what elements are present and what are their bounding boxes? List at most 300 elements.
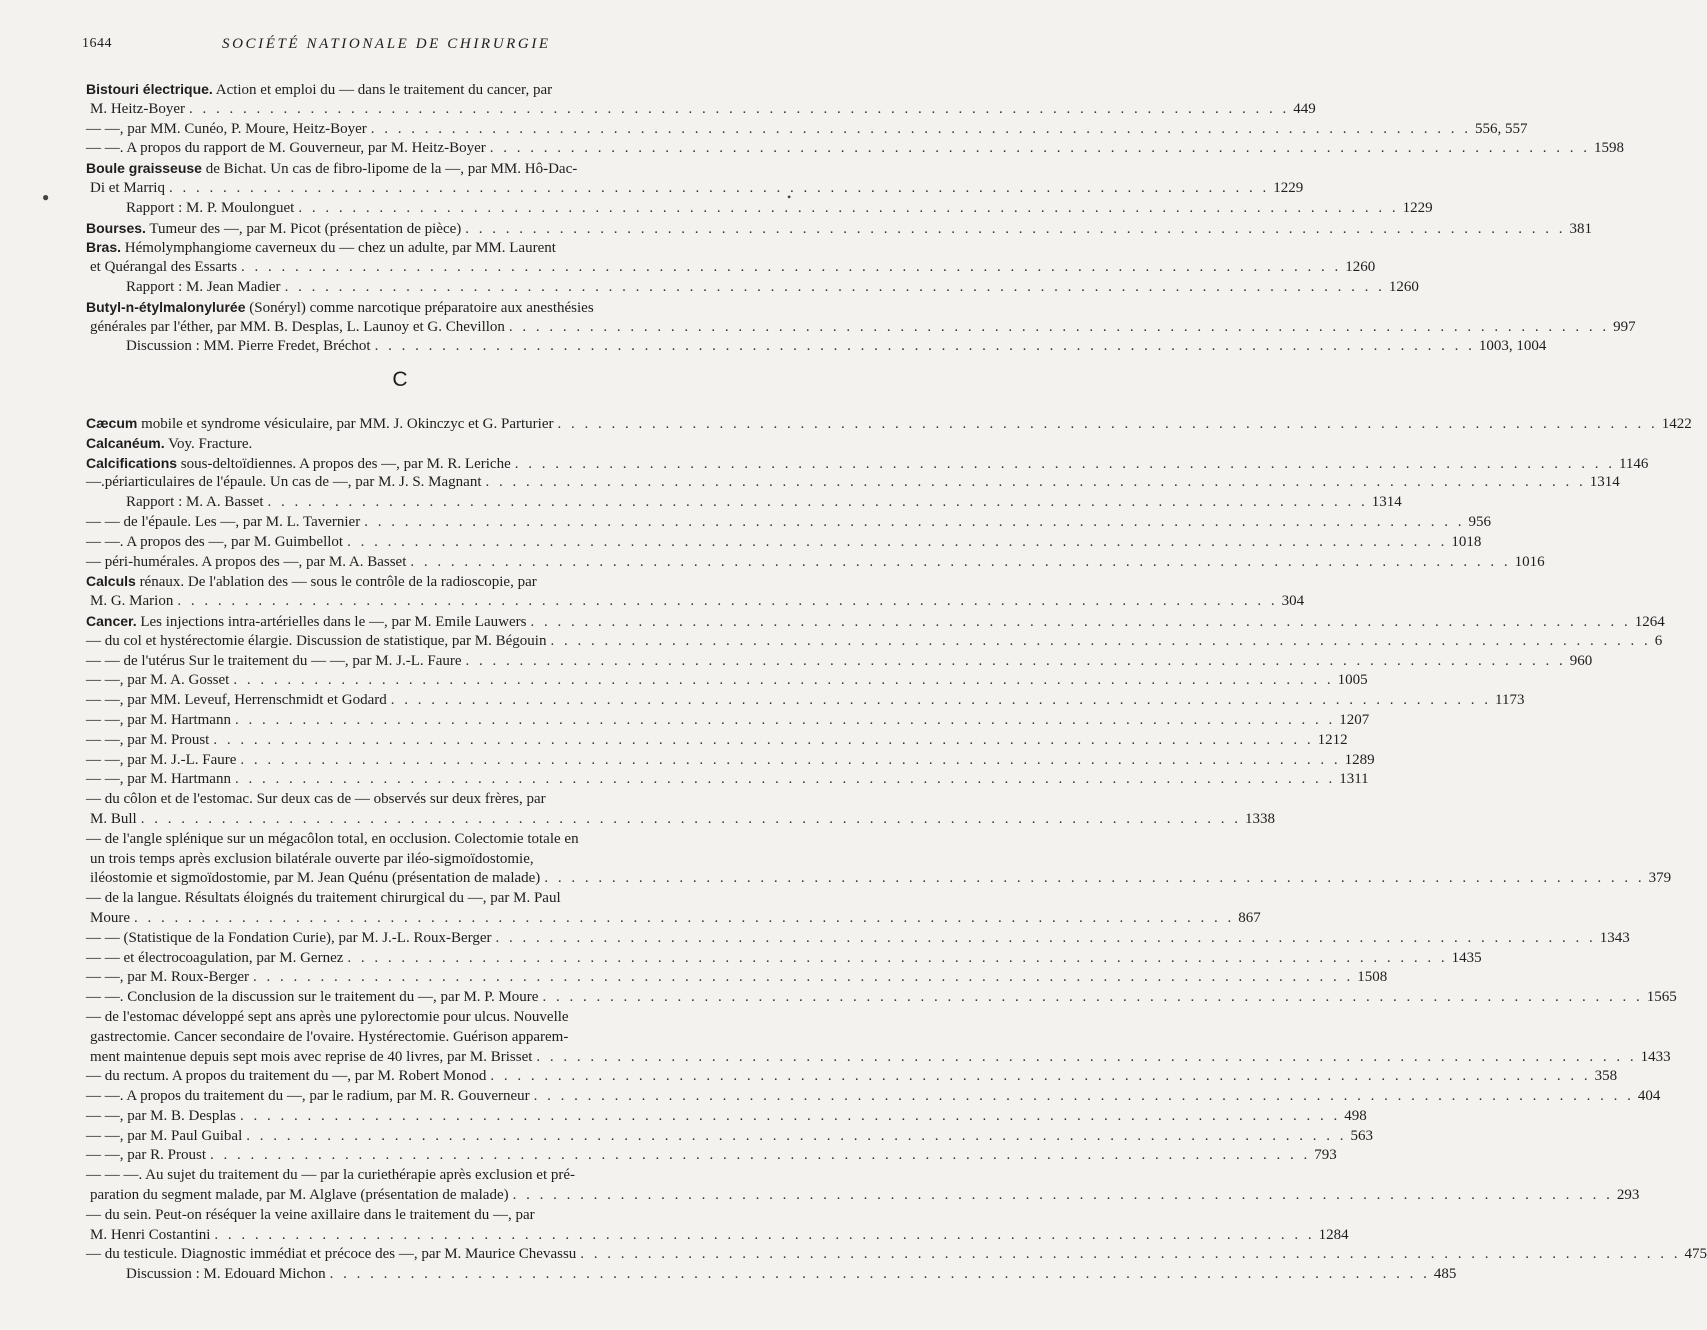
page-reference: 304 <box>1281 593 1305 610</box>
entry-line <box>86 139 1624 159</box>
entry-body: Rapport : M. P. Moulonguet <box>126 199 295 216</box>
page-reference: 867 <box>1238 909 1261 926</box>
entry-line <box>86 810 1275 830</box>
page-reference: 1314 <box>1589 474 1620 491</box>
entry-keyword: Bras. <box>86 239 122 256</box>
entry-body: — du sein. Peut-on réséquer la veine axillaire dans le traitement du —, par <box>86 1206 535 1223</box>
entry-text <box>86 139 486 159</box>
dot-leader <box>360 513 1468 533</box>
entry-text <box>126 493 264 513</box>
entry-text <box>90 850 534 870</box>
index-entry <box>86 533 1482 553</box>
entry-body: — —, par MM. Leveuf, Herrenschmidt et Godard <box>86 692 387 709</box>
index-entry <box>86 1146 1337 1166</box>
entry-line <box>86 219 1593 239</box>
entry-body: iléostomie et sigmoïdostomie, par M. Jean Quénu (présentation de malade) <box>90 870 541 887</box>
entry-body: — — de l'utérus Sur le traitement du — —, par M. J.-L. Faure <box>86 652 462 669</box>
entry-text <box>86 434 252 455</box>
entry-text <box>90 1048 532 1068</box>
page-reference: 379 <box>1648 870 1672 887</box>
entry-text <box>86 513 360 533</box>
index-entry <box>86 1067 1618 1087</box>
dot-leader <box>130 909 1238 929</box>
entry-body: Rapport : M. Jean Madier <box>126 278 281 295</box>
entry-body: de Bichat. Un cas de fibro-lipome de la —, par MM. Hô-Dac- <box>201 161 578 178</box>
entry-text <box>86 454 511 475</box>
entry-body: gastrectomie. Cancer secondaire de l'ovaire. Hystérectomie. Guérison apparem- <box>90 1028 569 1045</box>
entry-text <box>86 731 209 751</box>
entry-line <box>86 1048 1671 1068</box>
dot-leader <box>526 613 1634 633</box>
entry-text <box>86 1206 535 1226</box>
index-entry <box>86 711 1370 731</box>
entry-text <box>86 219 461 240</box>
dot-leader <box>229 671 1337 691</box>
entry-body: ment maintenue depuis sept mois avec reprise de 40 livres, par M. Brisset <box>90 1048 533 1065</box>
entry-text <box>86 691 387 711</box>
index-entry <box>86 572 1305 612</box>
index-entry <box>86 80 1316 120</box>
dot-leader <box>540 869 1648 889</box>
entry-line <box>86 473 1620 493</box>
entry-body: — du rectum. A propos du traitement du —, par M. Robert Monod <box>86 1068 487 1085</box>
entry-text <box>86 1127 242 1147</box>
page-reference: 1260 <box>1345 259 1376 276</box>
entry-line <box>86 790 752 810</box>
page-reference: 793 <box>1314 1147 1337 1164</box>
entry-body: — —, par M. Paul Guibal <box>86 1127 243 1144</box>
section-c-entries <box>86 414 1707 1285</box>
entry-line <box>86 652 1593 672</box>
entry-keyword: Butyl-n-étylmalonylurée <box>86 298 246 315</box>
entry-text <box>90 1028 568 1048</box>
entry-keyword: Calcifications <box>86 454 178 471</box>
page-reference: 1435 <box>1451 949 1482 966</box>
page-reference: 1264 <box>1634 613 1665 630</box>
dot-leader <box>210 1226 1318 1246</box>
entry-line <box>86 1127 1373 1147</box>
index-entry <box>86 1107 1367 1127</box>
entry-keyword: Bourses. <box>86 219 146 236</box>
dot-leader <box>511 455 1619 475</box>
entry-body: — de l'estomac développé sept ans après une pylorectomie pour ulcus. Nouvelle <box>86 1008 569 1025</box>
entry-text <box>90 1226 210 1246</box>
page-reference: 381 <box>1569 220 1593 237</box>
page-header <box>82 36 748 56</box>
entry-body: — du col et hystérectomie élargie. Discussion de statistique, par M. Bégouin <box>86 632 547 649</box>
entry-text <box>90 1186 509 1206</box>
margin-dot-icon: • <box>787 190 792 204</box>
page-reference: 358 <box>1594 1068 1618 1085</box>
dot-leader <box>462 652 1570 672</box>
page-reference: 1338 <box>1244 810 1275 827</box>
entry-line <box>86 1166 752 1186</box>
entry-text <box>86 751 236 771</box>
dot-leader <box>538 988 1646 1008</box>
page-reference: 293 <box>1616 1187 1640 1204</box>
entry-text <box>86 533 343 553</box>
entry-text <box>86 238 556 259</box>
entry-line <box>86 278 1419 298</box>
entry-line <box>86 318 1636 338</box>
entry-line <box>86 493 1402 513</box>
entry-text <box>90 258 237 278</box>
index-entry <box>86 671 1368 691</box>
entry-text <box>90 909 130 929</box>
entry-keyword: Bistouri électrique. <box>86 81 213 97</box>
dot-leader <box>294 199 1402 219</box>
entry-line <box>86 1226 1349 1246</box>
index-entry <box>86 1127 1373 1147</box>
entry-line <box>86 1008 752 1028</box>
index-entry <box>86 889 1261 929</box>
margin-bullet-icon: ● <box>42 190 50 204</box>
entry-text <box>126 1265 326 1285</box>
index-entry <box>86 1166 1640 1206</box>
entry-body: — du côlon et de l'estomac. Sur deux cas de — observés sur deux frères, par <box>86 791 546 808</box>
index-entry <box>86 513 1491 533</box>
index-entry <box>86 473 1620 513</box>
entry-line <box>86 1146 1337 1166</box>
index-entry <box>86 454 1649 474</box>
dot-leader <box>532 1048 1640 1068</box>
dot-leader <box>530 1087 1638 1107</box>
dot-leader <box>576 1245 1684 1265</box>
dot-leader <box>264 493 1372 513</box>
dot-leader <box>242 1127 1350 1147</box>
entry-body: — —, par M. J.-L. Faure <box>86 751 237 768</box>
dot-leader <box>236 1107 1344 1127</box>
index-entry <box>86 968 1388 988</box>
entry-line <box>86 770 1369 790</box>
entry-body: — du testicule. Diagnostic immédiat et précoce des —, par M. Maurice Chevassu <box>86 1246 577 1263</box>
page-reference: 1018 <box>1451 533 1482 550</box>
page-reference: 1016 <box>1514 553 1545 570</box>
index-entry <box>86 830 1672 889</box>
entry-body: — de la langue. Résultats éloignés du traitement chirurgical du —, par M. Paul <box>86 890 561 907</box>
entry-body: — —, par M. Hartmann <box>86 771 231 788</box>
page-reference: 1311 <box>1339 771 1369 788</box>
dot-leader <box>281 278 1389 298</box>
entry-line <box>86 414 1692 434</box>
entry-text <box>90 318 505 338</box>
dot-leader <box>206 1146 1314 1166</box>
entry-line <box>86 968 1388 988</box>
entry-body: — —. A propos des —, par M. Guimbellot <box>86 533 344 550</box>
entry-keyword: Calcanéum. <box>86 434 165 451</box>
page-reference: 1565 <box>1646 989 1677 1006</box>
entry-line <box>86 1107 1367 1127</box>
entry-text <box>126 199 294 219</box>
entry-line <box>86 159 752 179</box>
entry-keyword: Cæcum <box>86 415 138 431</box>
entry-body: — — —. Au sujet du traitement du — par la curiethérapie après exclusion et pré- <box>86 1167 576 1184</box>
entry-line <box>86 298 752 318</box>
index-entry <box>86 790 1275 830</box>
dot-leader <box>554 415 1662 435</box>
entry-line <box>86 751 1375 771</box>
page-reference: 449 <box>1293 100 1316 117</box>
entry-text <box>86 414 554 435</box>
entry-line <box>86 1087 1661 1107</box>
running-title: SOCIÉTÉ NATIONALE DE CHIRURGIE <box>222 36 551 52</box>
entry-body: — péri-humérales. A propos des —, par M. A. Basset <box>86 553 407 570</box>
page-reference: 1229 <box>1402 199 1433 216</box>
entry-body: — —. Conclusion de la discussion sur le traitement du —, par M. P. Moure <box>86 989 539 1006</box>
page-reference: 960 <box>1569 652 1593 669</box>
dot-leader <box>236 751 1344 771</box>
entry-body: M. Bull <box>90 810 137 827</box>
entry-text <box>86 553 406 573</box>
entry-line <box>86 1245 1707 1265</box>
index-entry <box>86 1245 1707 1285</box>
entry-keyword: Calculs <box>86 573 136 590</box>
entry-body: paration du segment malade, par M. Alglave (présentation de malade) <box>90 1187 509 1204</box>
page-reference: 956 <box>1468 513 1491 530</box>
entry-text <box>86 889 561 909</box>
entry-body: Discussion : M. Edouard Michon <box>126 1266 326 1283</box>
entry-line <box>86 929 1630 949</box>
entry-body: — —, par M. Hartmann <box>86 711 231 728</box>
page-reference: 1433 <box>1640 1048 1671 1065</box>
entry-text <box>86 1245 576 1265</box>
entry-line <box>86 691 1525 711</box>
entry-body: Moure <box>90 909 130 926</box>
entry-body: — — (Statistique de la Fondation Curie), par M. J.-L. Roux-Berger <box>86 929 492 946</box>
index-entry <box>86 612 1665 632</box>
page-reference: 485 <box>1433 1266 1457 1283</box>
entry-line <box>86 1186 1640 1206</box>
index-entry <box>86 298 1636 357</box>
page-reference: 1314 <box>1371 494 1402 511</box>
entry-body: Hémolymphangiome caverneux du — chez un adulte, par MM. Laurent <box>121 240 556 257</box>
entry-body: — —, par M. Roux-Berger <box>86 969 250 986</box>
entry-text <box>86 671 229 691</box>
page-reference: 1173 <box>1495 692 1525 709</box>
entry-body: M. G. Marion <box>90 593 174 610</box>
entry-body: Discussion : MM. Pierre Fredet, Bréchot <box>126 338 371 355</box>
dot-leader <box>326 1265 1434 1285</box>
entry-text <box>126 278 281 298</box>
page-reference: 475 <box>1684 1246 1707 1263</box>
dot-leader <box>231 711 1339 731</box>
entry-body: M. Henri Costantini <box>90 1226 211 1243</box>
index-entry <box>86 751 1375 771</box>
entry-line <box>86 572 752 592</box>
index-entry <box>86 731 1348 751</box>
entry-text <box>86 968 249 988</box>
entry-body: — — et électrocoagulation, par M. Gernez <box>86 949 344 966</box>
page-reference: 997 <box>1613 318 1636 335</box>
dot-leader <box>343 533 1451 553</box>
index-entry <box>86 553 1545 573</box>
entry-body: —.périarticulaires de l'épaule. Un cas de —, par M. J. S. Magnant <box>86 474 482 491</box>
entry-text <box>86 770 231 790</box>
index-entry <box>86 238 1419 297</box>
dot-leader <box>249 968 1357 988</box>
entry-line <box>86 889 752 909</box>
section-letter-c: C <box>392 368 408 391</box>
page-reference: 1598 <box>1593 140 1624 157</box>
entry-line <box>86 337 1547 357</box>
page-reference: 1260 <box>1388 278 1419 295</box>
index-entry <box>86 159 1433 218</box>
entry-line <box>86 100 1316 120</box>
entry-text <box>90 869 540 889</box>
entry-text <box>86 1067 486 1087</box>
index-entry <box>86 434 752 454</box>
entry-line <box>86 1067 1618 1087</box>
dot-leader <box>343 949 1451 969</box>
entry-line <box>86 1028 752 1048</box>
entry-body: — — de l'épaule. Les —, par M. L. Tavernier <box>86 513 361 530</box>
page-number: 1644 <box>82 36 112 51</box>
dot-leader <box>505 318 1613 338</box>
entry-line <box>86 434 752 454</box>
entry-body: — —, par M. B. Desplas <box>86 1107 236 1124</box>
dot-leader <box>546 632 1654 652</box>
page-reference: 1284 <box>1318 1226 1349 1243</box>
page-reference: 563 <box>1350 1127 1373 1144</box>
dot-leader <box>367 120 1475 140</box>
entry-line <box>86 850 752 870</box>
entry-line <box>86 909 1261 929</box>
entry-line <box>86 120 1528 140</box>
dot-leader <box>231 770 1339 790</box>
entry-keyword: Boule graisseuse <box>86 160 202 177</box>
dot-leader <box>137 810 1245 830</box>
entry-text <box>86 298 594 319</box>
entry-body: sous-deltoïdiennes. A propos des —, par M. R. Leriche <box>177 455 511 472</box>
entry-text <box>86 1146 206 1166</box>
page-reference: 1422 <box>1661 416 1692 432</box>
entry-body: Rapport : M. A. Basset <box>126 494 264 511</box>
entry-line <box>86 671 1368 691</box>
entry-body: (Sonéryl) comme narcotique préparatoire aux anesthésies <box>245 299 594 316</box>
entry-text <box>86 612 526 633</box>
page-reference: 1212 <box>1317 731 1348 748</box>
dot-leader <box>461 220 1569 240</box>
entry-text <box>86 790 546 810</box>
entry-line <box>86 949 1482 969</box>
entry-line <box>86 830 752 850</box>
index-entry <box>86 691 1525 711</box>
index-entry <box>86 1206 1349 1246</box>
entry-text <box>86 1166 575 1186</box>
page-reference: 6 <box>1654 632 1663 649</box>
dot-leader <box>173 592 1281 612</box>
entry-body: rénaux. De l'ablation des — sous le contrôle de la radioscopie, par <box>135 574 537 591</box>
dot-leader <box>486 139 1594 159</box>
entry-text <box>86 120 367 140</box>
entry-text <box>86 929 492 949</box>
entry-line <box>86 80 752 100</box>
entry-body: — —, par R. Proust <box>86 1147 206 1164</box>
entry-line <box>86 632 1663 652</box>
index-entry <box>86 652 1593 672</box>
entry-body: générales par l'éther, par MM. B. Desplas, L. Launoy et G. Chevillon <box>90 318 505 335</box>
index-entry <box>86 770 1369 790</box>
entry-line <box>86 513 1491 533</box>
entry-line <box>86 592 1305 612</box>
entry-body: Voy. Fracture. <box>164 435 253 452</box>
entry-text <box>86 159 577 180</box>
entry-text <box>90 100 185 120</box>
index-entry <box>86 929 1630 949</box>
index-entry <box>86 988 1677 1008</box>
entry-body: — —, par MM. Cunéo, P. Moure, Heitz-Boyer <box>86 120 367 137</box>
entry-line <box>86 1265 1457 1285</box>
index-entry <box>86 139 1624 159</box>
entry-line <box>86 199 1433 219</box>
index-entry <box>86 632 1663 652</box>
entry-text <box>90 810 137 830</box>
section-b-entries <box>86 80 1636 357</box>
page-reference: 498 <box>1344 1107 1367 1124</box>
page-reference: 1508 <box>1357 969 1388 986</box>
dot-leader <box>387 691 1495 711</box>
page-reference: 1005 <box>1337 672 1368 689</box>
entry-text <box>86 830 579 850</box>
entry-text <box>86 572 537 593</box>
dot-leader <box>509 1186 1617 1206</box>
entry-body: et Quérangal des Essarts <box>90 259 238 276</box>
entry-text <box>86 80 552 101</box>
dot-leader <box>209 731 1317 751</box>
entry-body: Di et Marriq <box>90 179 165 196</box>
entry-text <box>126 337 371 357</box>
entry-line <box>86 1206 752 1226</box>
page-reference: 1146 <box>1618 455 1649 472</box>
page-reference: 1229 <box>1273 179 1304 196</box>
entry-line <box>86 731 1348 751</box>
entry-body: un trois temps après exclusion bilatérale ouverte par iléo-sigmoïdostomie, <box>90 850 534 867</box>
entry-line <box>86 869 1672 889</box>
entry-line <box>86 454 1649 474</box>
entry-line <box>86 612 1665 632</box>
entry-text <box>86 711 231 731</box>
entry-keyword: Cancer. <box>86 612 137 629</box>
page-reference: 1289 <box>1344 751 1375 768</box>
entry-body: Les injections intra-artérielles dans le —, par M. Emile Lauwers <box>136 613 527 630</box>
entry-text <box>90 179 165 199</box>
entry-line <box>86 533 1482 553</box>
entry-text <box>86 1008 569 1028</box>
page-reference: 556, 557 <box>1475 120 1528 137</box>
index-entry <box>86 414 1692 434</box>
entry-body: mobile et syndrome vésiculaire, par MM. J. Okinczyc et G. Parturier <box>137 416 554 432</box>
entry-body: — —, par M. Proust <box>86 731 210 748</box>
entry-line <box>86 179 1304 199</box>
entry-text <box>86 949 343 969</box>
entry-body: — —. A propos du traitement du —, par le radium, par M. R. Gouverneur <box>86 1088 530 1105</box>
entry-text <box>86 1087 530 1107</box>
entry-line <box>86 238 752 258</box>
dot-leader <box>165 179 1273 199</box>
entry-text <box>86 988 538 1008</box>
entry-text <box>86 473 482 493</box>
entry-body: Tumeur des —, par M. Picot (présentation de pièce) <box>145 220 462 237</box>
entry-line <box>86 711 1370 731</box>
index-entry <box>86 949 1482 969</box>
entry-body: — —. A propos du rapport de M. Gouverneur, par M. Heitz-Boyer <box>86 140 486 157</box>
entry-body: — —, par M. A. Gosset <box>86 672 230 689</box>
index-entry <box>86 1008 1671 1067</box>
index-entry <box>86 219 1593 239</box>
dot-leader <box>406 553 1514 573</box>
entry-line <box>86 988 1677 1008</box>
dot-leader <box>371 337 1479 357</box>
